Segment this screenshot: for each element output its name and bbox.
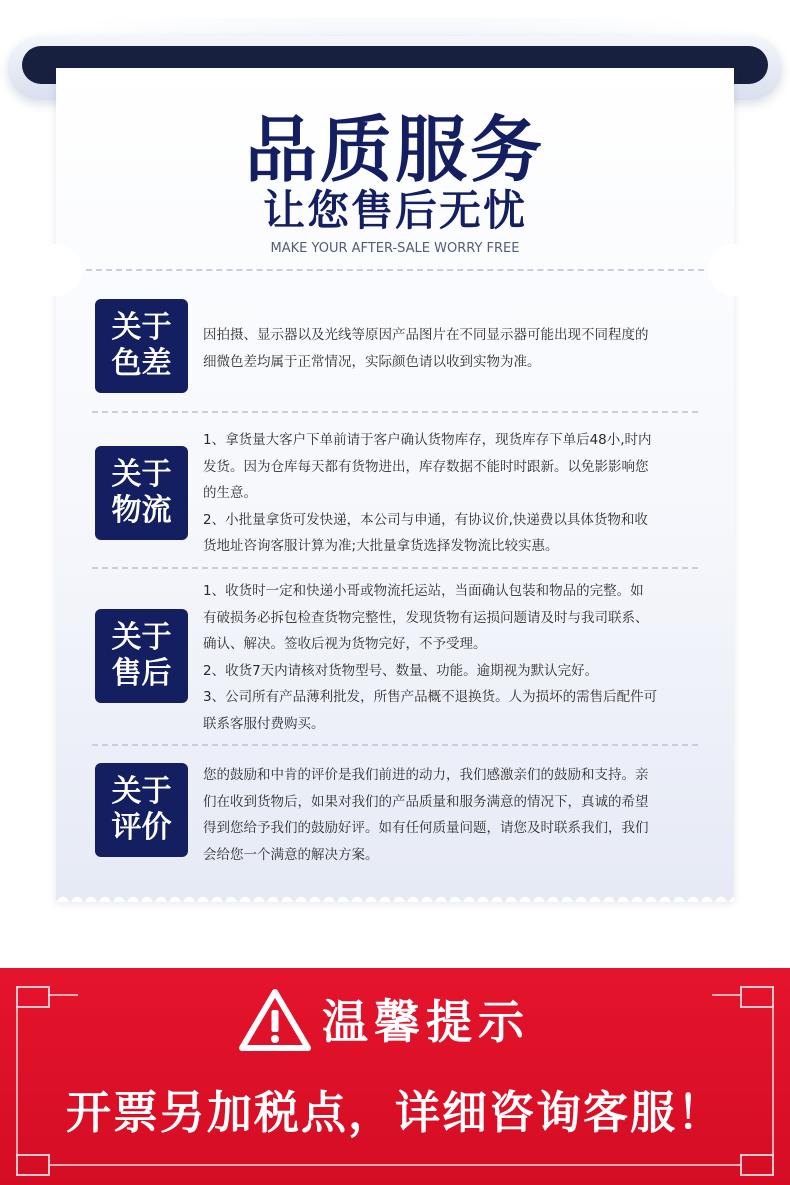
text-line: 发货。因为仓库每天都有货物进出，库存数据不能时时跟新。以免影影响您 bbox=[203, 458, 649, 475]
warning-triangle-icon bbox=[238, 988, 312, 1052]
section-text-review bbox=[203, 762, 703, 868]
text-line: 2、小批量拿货可发快递，本公司与申通，有协议价,快递费以具体货物和收 bbox=[203, 511, 648, 528]
badge-line: 关于 bbox=[111, 620, 172, 655]
text-line: 会给您一个满意的解决方案。 bbox=[203, 846, 379, 863]
text-line: 确认、解决。签收后视为货物完好，不予受理。 bbox=[203, 636, 487, 652]
section-text-aftersale bbox=[203, 578, 703, 737]
text-line: 得到您给予我们的鼓励好评。如有任何质量问题，请您及时联系我们，我们 bbox=[203, 820, 649, 836]
page-subtitle: 让您售后无忧 bbox=[262, 186, 527, 235]
badge-line: 关于 bbox=[111, 310, 172, 345]
text-line: 1、收货时一定和快递小哥或物流托运站，当面确认包装和物品的完整。如 bbox=[203, 583, 644, 599]
badge-line: 关于 bbox=[111, 774, 172, 809]
badge-line: 评价 bbox=[111, 810, 172, 845]
text-line: 3、公司所有产品薄利批发，所售产品概不退换货。人为损坏的需售后配件可 bbox=[203, 689, 658, 705]
paper-scalloped-edge bbox=[56, 888, 734, 902]
frame-corner-ornament bbox=[16, 986, 50, 1008]
text-line: 有破损务必拆包检查货物完整性，发现货物有运损问题请及时与我司联系、 bbox=[203, 609, 649, 626]
frame-line bbox=[50, 994, 78, 996]
section-badge-color bbox=[95, 299, 188, 393]
section-divider bbox=[92, 744, 698, 746]
text-line: 联系客服付费购买。 bbox=[203, 715, 325, 732]
text-line: 细微色差均属于正常情况，实际颜色请以收到实物为准。 bbox=[203, 353, 541, 370]
section-text-logistics bbox=[203, 427, 703, 560]
text-line: 货地址咨询客服计算为准;大批量拿货选择发物流比较实惠。 bbox=[203, 538, 559, 554]
badge-line: 售后 bbox=[111, 656, 172, 691]
page-title: 品质服务 bbox=[244, 108, 545, 192]
text-line: 2、收货7天内请核对货物型号、数量、功能。逾期视为默认完好。 bbox=[203, 662, 599, 679]
text-line: 1、拿货量大客户下单前请于客户确认货物库存，现货库存下单后48小,时内 bbox=[203, 432, 652, 448]
notice-title: 温馨提示 bbox=[322, 995, 530, 1049]
frame-corner-ornament bbox=[740, 986, 774, 1008]
section-divider bbox=[92, 411, 698, 413]
section-badge-logistics bbox=[95, 446, 188, 540]
badge-line: 关于 bbox=[111, 457, 172, 492]
page-subtitle-english: MAKE YOUR AFTER-SALE WORRY FREE bbox=[270, 241, 520, 256]
section-badge-review bbox=[95, 763, 188, 857]
frame-line bbox=[50, 1164, 740, 1166]
frame-line bbox=[712, 994, 740, 996]
text-line: 们在收到货物后，如果对我们的产品质量和服务满意的情况下，真诚的希望 bbox=[203, 793, 649, 810]
frame-corner-ornament bbox=[740, 1154, 774, 1176]
text-line: 您的鼓励和中肯的评价是我们前进的动力，我们感激亲们的鼓励和支持。亲 bbox=[203, 767, 649, 783]
notice-text: 开票另加税点，详细咨询客服！ bbox=[65, 1086, 724, 1139]
badge-line: 物流 bbox=[111, 493, 172, 528]
section-badge-aftersale bbox=[95, 609, 188, 703]
text-line: 的生意。 bbox=[203, 485, 257, 501]
frame-corner-ornament bbox=[16, 1154, 50, 1176]
header-divider bbox=[86, 269, 704, 271]
badge-line: 色差 bbox=[111, 346, 172, 381]
section-divider bbox=[92, 567, 698, 569]
section-text-color bbox=[203, 322, 703, 375]
text-line: 因拍摄、显示器以及光线等原因产品图片在不同显示器可能出现不同程度的 bbox=[203, 327, 649, 343]
